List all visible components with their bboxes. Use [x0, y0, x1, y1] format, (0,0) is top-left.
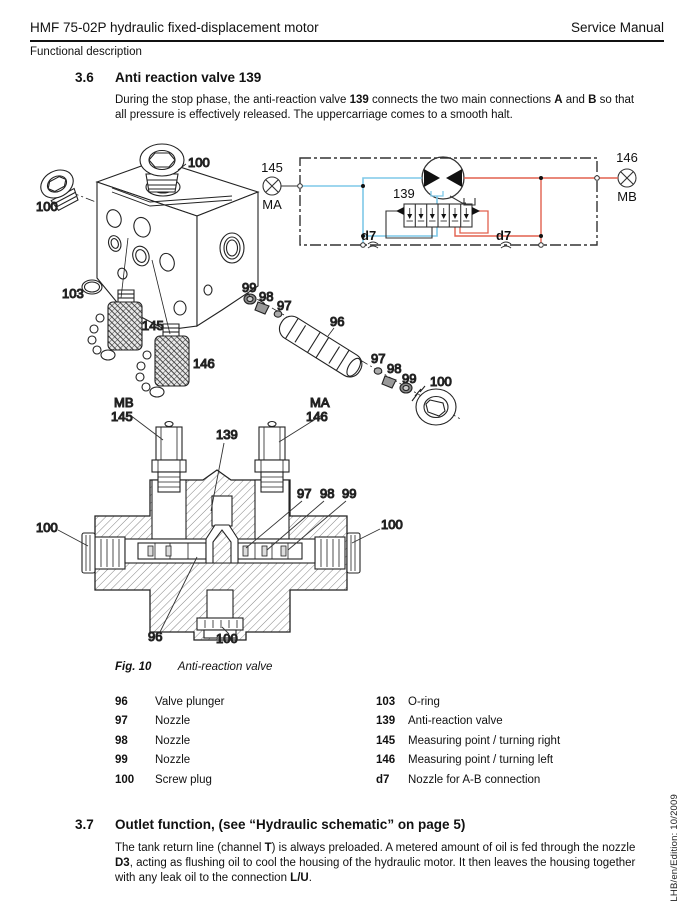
text-run-bold: T	[264, 842, 272, 854]
part-number: 97	[115, 715, 128, 728]
label-100-left-section: 100	[36, 520, 58, 535]
header-rule	[30, 40, 664, 42]
label-98-upper: 98	[259, 289, 274, 304]
text-run-bold: D3	[115, 857, 130, 869]
label-100-top: 100	[188, 155, 210, 170]
label-145-section: 145	[111, 409, 133, 424]
part-row	[376, 754, 656, 773]
text-run-bold: 139	[349, 94, 369, 106]
cross-section-view	[36, 395, 403, 646]
part-number: 146	[376, 754, 396, 767]
label-96-iso: 96	[330, 314, 345, 329]
screw-plug-lower-iso	[412, 386, 456, 425]
label-100-bottom-section: 100	[216, 631, 238, 646]
part-row	[115, 696, 365, 715]
label-100-lower: 100	[430, 374, 452, 389]
label-99-lower: 99	[402, 371, 417, 386]
label-100-right-section: 100	[381, 517, 403, 532]
parts-list-right	[376, 696, 656, 793]
part-row	[115, 735, 365, 754]
hydraulic-schematic	[261, 150, 638, 248]
part-row	[115, 715, 365, 734]
text-run: , acting as flushing oil to cool the housing of the hydraulic motor. It then leaves the housing together with any leak oil to the connection	[115, 857, 636, 884]
measuring-cap-146-iso	[136, 324, 189, 397]
text-run-bold: B	[588, 94, 597, 106]
part-number: d7	[376, 773, 390, 786]
label-146-schematic: 146	[616, 150, 638, 165]
label-mb-schematic: MB	[617, 189, 637, 204]
label-100-left: 100	[36, 199, 58, 214]
label-146-section: 146	[306, 409, 328, 424]
system-boundary-box	[300, 158, 597, 245]
part-label: Nozzle for A-B connection	[408, 773, 541, 786]
label-98-section: 98	[320, 486, 335, 501]
figure-anti-reaction-valve	[0, 140, 694, 660]
label-ma-schematic: MA	[262, 197, 282, 212]
part-label: Nozzle	[155, 715, 191, 728]
part-label: Valve plunger	[155, 696, 225, 708]
page-header	[30, 20, 664, 35]
line-a-blue	[363, 178, 422, 186]
text-run: The tank return line (channel	[115, 842, 265, 854]
valve-plunger-96-iso	[275, 312, 366, 381]
label-d7-right: d7	[496, 228, 512, 243]
part-row	[376, 774, 656, 793]
text-run: ) is always preloaded. A metered amount of oil is fed through the nozzle	[271, 842, 636, 854]
label-mb-section: MB	[114, 395, 134, 410]
document-title: HMF 75-02P hydraulic fixed-displacement motor	[30, 20, 319, 35]
part-row	[376, 696, 656, 715]
label-d7-left: d7	[361, 228, 377, 243]
label-103: 103	[62, 286, 84, 301]
part-label: Screw plug	[155, 773, 212, 786]
part-label: Nozzle	[155, 754, 191, 767]
chapter-subtitle: Functional description	[30, 46, 142, 58]
figure-caption-text: Anti-reaction valve	[177, 661, 273, 673]
o-ring-103-iso	[82, 280, 102, 294]
section-number: 3.7	[75, 817, 94, 832]
label-99-section: 99	[342, 486, 357, 501]
figure-caption	[115, 661, 272, 673]
part-number: 96	[115, 696, 128, 708]
section-3-6-paragraph	[115, 93, 647, 123]
part-number: 99	[115, 754, 128, 767]
section-3-6-heading	[75, 70, 261, 85]
part-row	[115, 774, 365, 793]
part-label: Anti-reaction valve	[408, 715, 503, 728]
screw-plug-left-section	[82, 533, 95, 573]
figure-number: Fig. 10	[115, 661, 152, 673]
label-ma-section: MA	[310, 395, 330, 410]
part-number: 103	[376, 696, 396, 708]
section-title: Outlet function, (see “Hydraulic schematic” on page 5)	[115, 817, 466, 832]
text-run: and	[562, 94, 589, 106]
edition-marker: LHB/en/Edition: 10/2009	[669, 794, 680, 902]
part-label: O-ring	[408, 696, 440, 708]
label-97-upper: 97	[277, 298, 292, 313]
part-label: Measuring point / turning left	[408, 754, 554, 767]
label-98-lower: 98	[387, 361, 402, 376]
text-run-bold: L/U	[290, 872, 309, 884]
part-number: 145	[376, 734, 396, 747]
part-row	[115, 754, 365, 773]
label-99-upper: 99	[242, 280, 257, 295]
label-145-iso: 145	[142, 318, 164, 333]
part-label: Measuring point / turning right	[408, 734, 561, 747]
part-number: 139	[376, 715, 396, 728]
part-label: Nozzle	[155, 734, 191, 747]
parts-list-left	[115, 696, 365, 793]
section-title: Anti reaction valve 139	[115, 70, 262, 85]
part-number: 98	[115, 734, 128, 747]
label-146-iso: 146	[193, 356, 215, 371]
text-run: .	[308, 872, 312, 884]
text-run: During the stop phase, the anti-reaction valve	[115, 94, 350, 106]
part-row	[376, 735, 656, 754]
part-row	[376, 715, 656, 734]
label-145-schematic: 145	[261, 160, 283, 175]
manual-type: Service Manual	[570, 20, 664, 35]
label-97-section: 97	[297, 486, 312, 501]
text-run-bold: A	[554, 94, 563, 106]
part-number: 100	[115, 773, 135, 786]
section-3-7-paragraph	[115, 841, 647, 886]
valve-139-symbol	[396, 204, 480, 227]
screw-plug-right-section	[347, 533, 360, 573]
label-97-lower: 97	[371, 351, 386, 366]
label-139-section: 139	[216, 427, 238, 442]
tank-symbol-blue	[431, 191, 443, 196]
label-139-schematic: 139	[393, 186, 415, 201]
text-run: so that all pressure is effectively released. The uppercarriage comes to a smooth halt.	[115, 94, 635, 121]
section-number: 3.6	[75, 70, 94, 85]
section-3-7-heading	[75, 817, 645, 832]
text-run: connects the two main connections	[368, 94, 555, 106]
label-96-section: 96	[148, 629, 163, 644]
